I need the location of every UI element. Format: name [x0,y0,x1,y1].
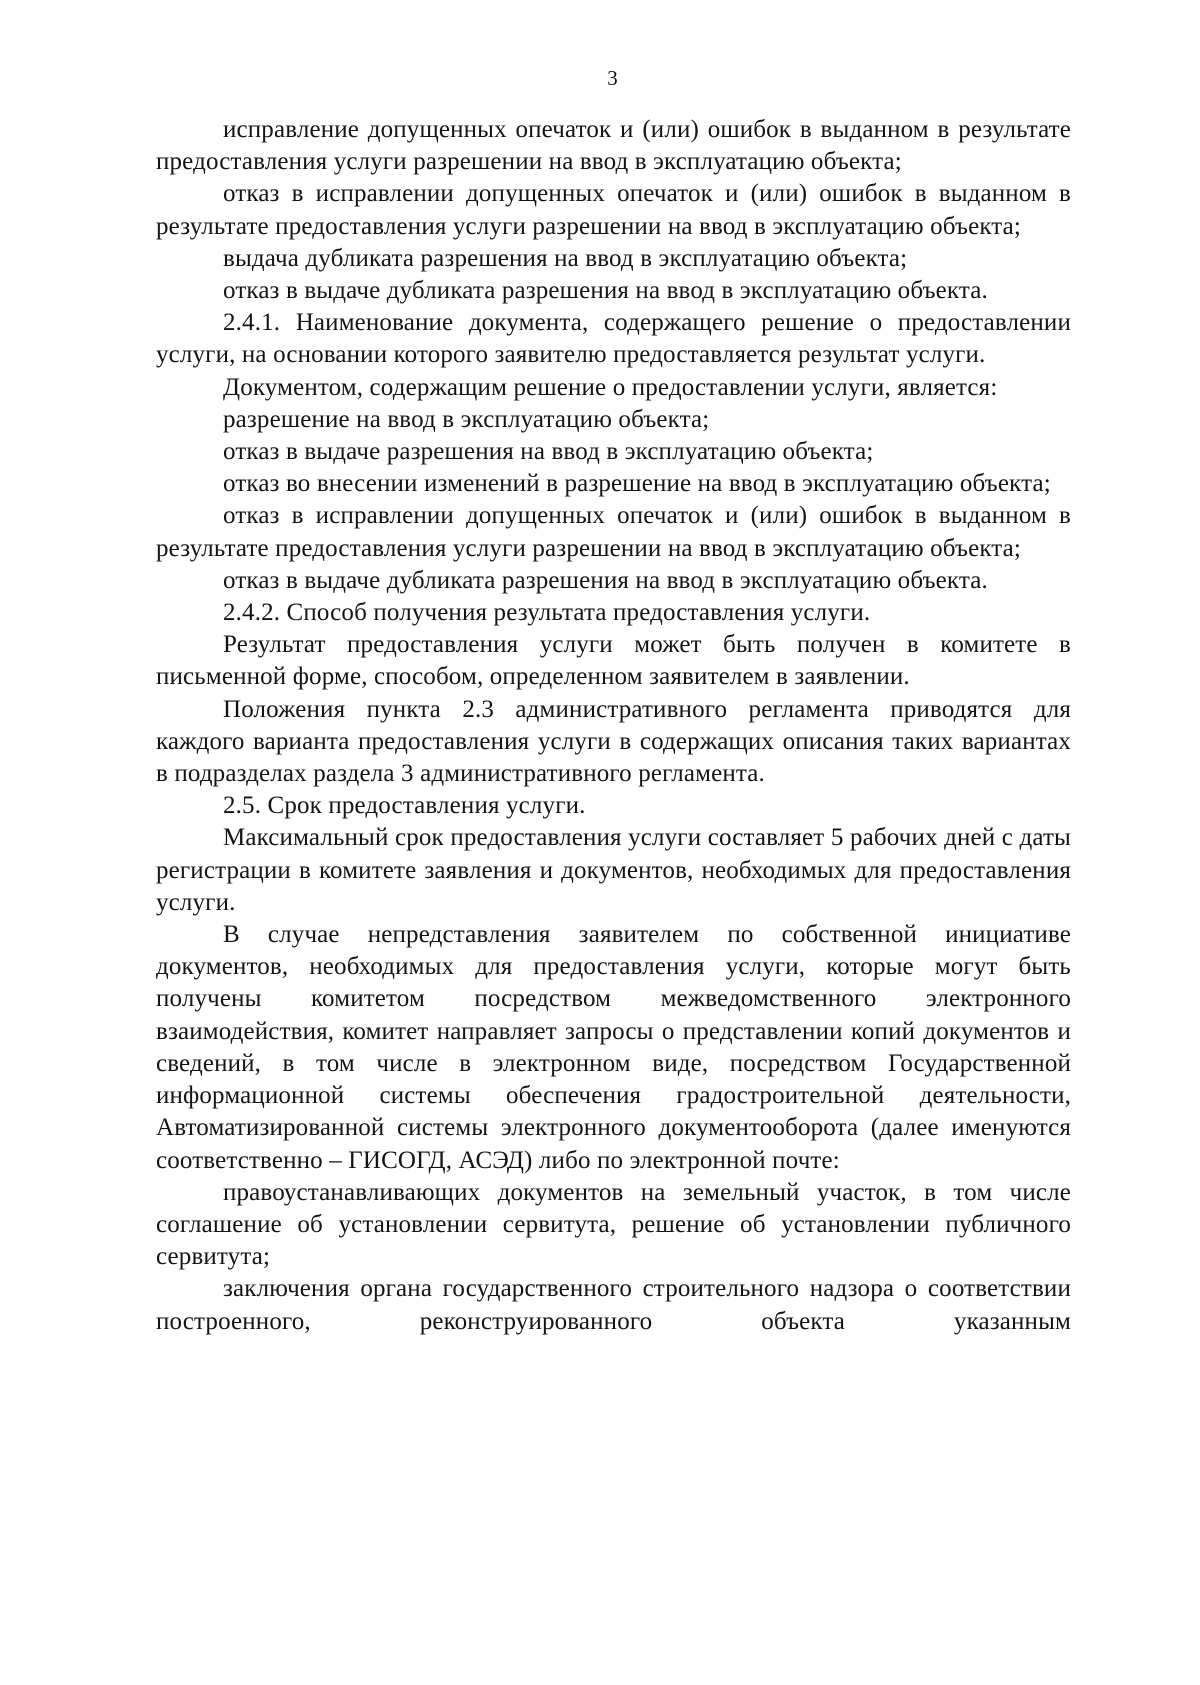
paragraph-supervision-conclusion: заключения органа государственного строительного надзора о соответствии построенного, реконструированного объекта указанным [156,1275,1071,1335]
paragraph-section-2-5: 2.5. Срок предоставления услуги. [223,792,586,820]
paragraph-interagency-requests: В случае непредставления заявителем по собственной инициативе документов, необходимых для предоставления услуги, которые могут быть получены комитетом посредством межведомственного электронного взаимодействия, комитет направляет запросы о представлении копий документов и сведений, в том числе в электронном виде, посредством Государственной информационной системы обеспечения градостроительной деятельности, Автоматизированной системы электронного документооборота (далее именуются соответственно – ГИСОГД, АСЭД) либо по электронной почте: [156,921,1071,1174]
paragraph-change-refusal: отказ во внесении изменений в разрешение на ввод в эксплуатацию объекта; [223,470,1051,498]
paragraph-error-correction-refusal: отказ в исправлении допущенных опечаток и (или) ошибок в выданном в результате предоставления услуги разрешении на ввод в эксплуатацию объекта; [156,502,1071,562]
paragraph-maximum-term: Максимальный срок предоставления услуги составляет 5 рабочих дней с даты регистрации в комитете заявления и документов, необходимых для предоставления услуги. [156,824,1071,916]
paragraph-decision-document: Документом, содержащим решение о предоставлении услуги, является: [223,373,998,401]
paragraph-result-receipt: Результат предоставления услуги может быть получен в комитете в письменной форме, способом, определенном заявителем в заявлении. [156,631,1071,691]
paragraph-duplicate-issue: выдача дубликата разрешения на ввод в эксплуатацию объекта; [223,244,908,272]
paragraph-section-2-4-1: 2.4.1. Наименование документа, содержащего решение о предоставлении услуги, на основании которого заявителю предоставляется результат услуги. [156,309,1071,369]
paragraph-refusal-correction: отказ в исправлении допущенных опечаток и (или) ошибок в выданном в результате предоставления услуги разрешении на ввод в эксплуатацию объекта; [156,180,1071,240]
document-body [156,114,1071,1338]
paragraph-provisions: Положения пункта 2.3 административного регламента приводятся для каждого варианта предоставления услуги в содержащих описания таких вариантах в подразделах раздела 3 административного регламента. [156,695,1071,788]
paragraph-permit: разрешение на ввод в эксплуатацию объекта; [223,405,710,433]
paragraph-land-documents: правоустанавливающих документов на земельный участок, в том числе соглашение об установлении сервитута, решение об установлении публичного сервитута; [156,1178,1071,1271]
paragraph-correction-result: исправление допущенных опечаток и (или) ошибок в выданном в результате предоставления услуги разрешении на ввод в эксплуатацию объекта; [156,116,1071,176]
page-number: 3 [607,66,618,90]
paragraph-section-2-4-2: 2.4.2. Способ получения результата предоставления услуги. [223,599,871,627]
paragraph-duplicate-refusal: отказ в выдаче дубликата разрешения на ввод в эксплуатацию объекта. [223,277,988,305]
paragraph-permit-refusal: отказ в выдаче разрешения на ввод в эксплуатацию объекта; [223,438,874,466]
paragraph-duplicate-refusal-second: отказ в выдаче дубликата разрешения на ввод в эксплуатацию объекта. [223,566,988,594]
